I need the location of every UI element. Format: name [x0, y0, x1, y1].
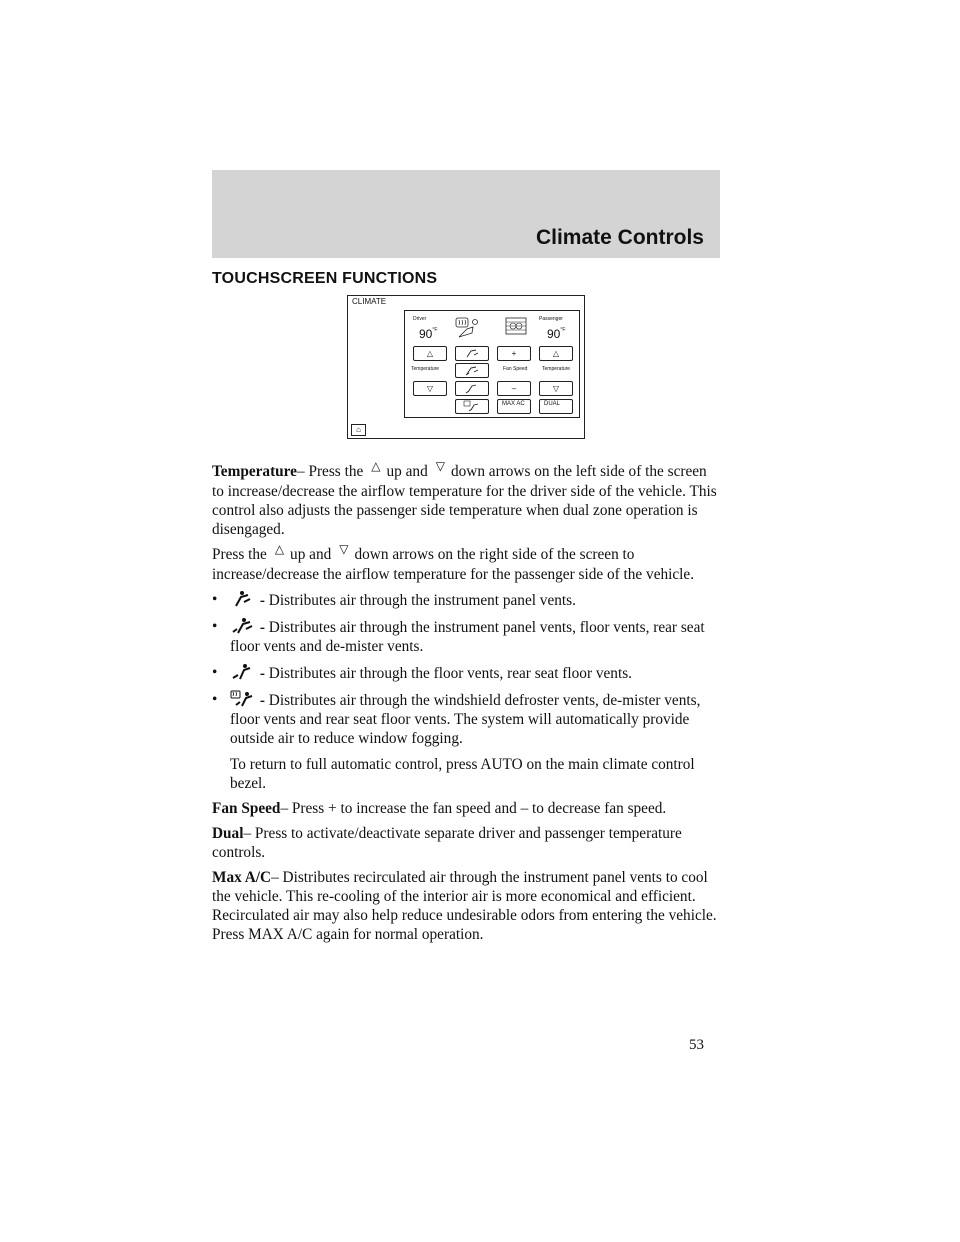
panel-floor-vent-button[interactable]: [455, 363, 489, 378]
driver-temp-value: 90: [419, 327, 433, 341]
driver-label: Driver: [413, 316, 427, 322]
temperature-paragraph-2: [212, 542, 722, 584]
fan-speed-paragraph: [212, 799, 722, 818]
fan-speed-down-button[interactable]: –: [497, 381, 531, 396]
driver-temp: [419, 327, 437, 341]
text-run: Press the: [212, 546, 267, 563]
page-number: 53: [689, 1037, 704, 1053]
fan-speed-up-button[interactable]: +: [497, 346, 531, 361]
bullet: •: [212, 664, 218, 681]
text-run: down arrows on the right side of the screen to: [354, 546, 635, 563]
list-item: [212, 690, 722, 748]
down-arrow-icon: ▽: [435, 459, 445, 473]
home-icon: ⌂: [351, 424, 366, 436]
passenger-label: Passenger: [539, 316, 563, 322]
temperature-term: Temperature: [212, 463, 297, 480]
bullet: •: [212, 591, 218, 608]
panel-vent-icon: [230, 590, 256, 608]
max-ac-paragraph: [212, 868, 722, 944]
panel-floor-vent-icon: [464, 364, 480, 376]
climate-panel: [404, 310, 580, 418]
dual-button[interactable]: DUAL: [539, 399, 573, 414]
text-run: increase/decrease the airflow temperature for the passenger side of the vehicle.: [212, 566, 695, 583]
list-item: [212, 617, 722, 656]
dual-paragraph: [212, 824, 722, 862]
body-text: [212, 459, 722, 950]
passenger-temp-value: 90: [547, 327, 561, 341]
max-ac-button[interactable]: MAX AC: [497, 399, 531, 414]
driver-temp-down-button[interactable]: ▽: [413, 381, 447, 396]
text-run: – Press the: [296, 463, 364, 480]
text-run: the screen to increase/decrease the airflow temperature for the driver side of the vehicle. This control also adjusts the passenger side temperature when dual zone operation is disengaged.: [212, 463, 717, 538]
driver-temp-unit: °F: [432, 327, 438, 333]
dual-term: Dual: [212, 825, 244, 842]
bullet-text: Distributes air through the windshield defroster vents, de-mister vents, floor vents and rear seat floor vents. The system will automatically provide outside air to reduce window fogging.: [230, 692, 701, 747]
defrost-floor-button[interactable]: [455, 399, 489, 414]
max-ac-term: Max A/C: [212, 869, 272, 886]
passenger-temp-unit: °F: [560, 327, 566, 333]
down-arrow-icon: ▽: [339, 542, 349, 556]
text-run: down arrows on the left side of: [450, 463, 642, 480]
defrost-recirc-icon: [455, 317, 485, 339]
bullet: •: [212, 618, 218, 635]
temperature-paragraph-1: [212, 459, 722, 539]
passenger-temperature-label: Temperature: [542, 366, 571, 372]
panel-floor-vent-icon: [230, 617, 256, 635]
fan-speed-term: Fan Speed: [212, 800, 281, 817]
chapter-header-band: [212, 170, 720, 258]
defrost-floor-icon: [463, 400, 481, 412]
passenger-temp-up-button[interactable]: △: [539, 346, 573, 361]
chapter-title: Climate Controls: [535, 226, 704, 249]
section-title: TOUCHSCREEN FUNCTIONS: [212, 270, 438, 287]
list-item: [212, 590, 722, 610]
panel-vent-icon: [464, 347, 480, 359]
dash: -: [259, 619, 265, 636]
up-arrow-icon: △: [371, 459, 381, 473]
bullet-text: Distributes air through the instrument panel vents, floor vents, rear seat floor vents and de-mister vents.: [230, 619, 705, 655]
bullet-text: Distributes air through the floor vents, rear seat floor vents.: [268, 665, 632, 682]
screen-title: CLIMATE: [352, 297, 387, 306]
dash: -: [259, 592, 265, 609]
touchscreen-figure: [347, 295, 585, 439]
text-run: – Press + to increase the fan speed and – to decrease fan speed.: [280, 800, 667, 817]
dash: -: [259, 692, 265, 709]
floor-vent-icon: [464, 382, 480, 394]
floor-vent-button[interactable]: [455, 381, 489, 396]
bullet-text: Distributes air through the instrument panel vents.: [268, 592, 576, 609]
dash: -: [259, 665, 265, 682]
text-run: – Distributes recirculated air through the instrument panel vents to cool the vehicle. This re-cooling of the interior air is more economical and efficient. Recirculated air may also help reduce undesirable odors from entering the vehicle. Press MAX A/C again for normal operation.: [212, 869, 717, 943]
list-item: [212, 663, 722, 683]
driver-temperature-label: Temperature: [411, 366, 440, 372]
text-run: up and: [290, 546, 332, 563]
driver-temp-up-button[interactable]: △: [413, 346, 447, 361]
text-run: up and: [386, 463, 428, 480]
passenger-temp-down-button[interactable]: ▽: [539, 381, 573, 396]
up-arrow-icon: △: [274, 542, 285, 556]
panel-vent-button[interactable]: [455, 346, 489, 361]
bullet: •: [212, 691, 218, 708]
auto-note: To return to full automatic control, press AUTO on the main climate control bezel.: [230, 756, 695, 792]
floor-vent-icon: [230, 663, 256, 681]
fan-grid-icon: [505, 317, 527, 335]
text-run: – Press to activate/deactivate separate driver and passenger temperature controls.: [212, 825, 682, 861]
fan-speed-label: Fan Speed: [503, 366, 528, 372]
defrost-floor-icon: [230, 690, 256, 708]
passenger-temp: [547, 327, 565, 341]
